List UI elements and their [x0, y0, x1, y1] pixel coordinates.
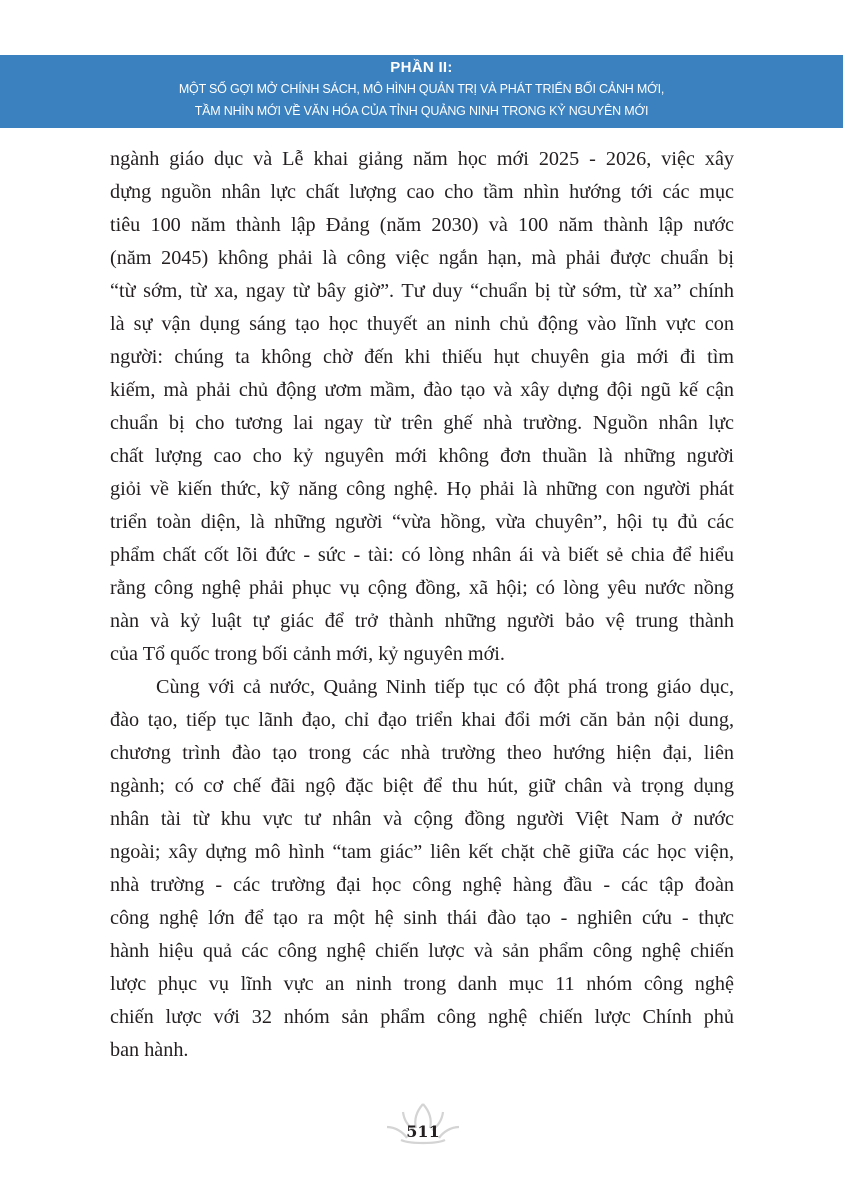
text-line: lược phục vụ lĩnh vực an ninh trong danh mục 11 nhóm công nghệ — [110, 973, 734, 995]
text-line: ban hành. — [110, 1039, 189, 1061]
text-line: chất lượng cao cho kỷ nguyên mới không đơn thuần là những người — [110, 445, 734, 467]
text-line: dựng nguồn nhân lực chất lượng cao cho tầm nhìn hướng tới các mục — [110, 181, 734, 203]
text-line: nhân tài từ khu vực tư nhân và cộng đồng người Việt Nam ở nước — [110, 808, 734, 830]
text-line: kiếm, mà phải chủ động ươm mầm, đào tạo và xây dựng đội ngũ kế cận — [110, 379, 734, 401]
text-line: công nghệ lớn để tạo ra một hệ sinh thái đào tạo - nghiên cứu - thực — [110, 907, 734, 929]
text-line: “từ sớm, từ xa, ngay từ bây giờ”. Tư duy “chuẩn bị từ sớm, từ xa” chính — [110, 280, 734, 302]
text-line: chiến lược với 32 nhóm sản phẩm công nghệ chiến lược Chính phủ — [110, 1006, 734, 1028]
text-line: tiêu 100 năm thành lập Đảng (năm 2030) và 100 năm thành lập nước — [110, 214, 734, 236]
text-line: người: chúng ta không chờ đến khi thiếu hụt chuyên gia mới đi tìm — [110, 346, 734, 368]
text-line: đào tạo, tiếp tục lãnh đạo, chỉ đạo triển khai đổi mới căn bản nội dung, — [110, 709, 734, 731]
text-line: ngành giáo dục và Lễ khai giảng năm học mới 2025 - 2026, việc xây — [110, 148, 734, 170]
paragraph-start-line: Cùng với cả nước, Quảng Ninh tiếp tục có đột phá trong giáo dục, — [156, 676, 734, 698]
text-line: nhà trường - các trường đại học công nghệ hàng đầu - các tập đoàn — [110, 874, 734, 896]
page-footer — [383, 1100, 463, 1150]
text-line: hành hiệu quả các công nghệ chiến lược và sản phẩm công nghệ chiến — [110, 940, 734, 962]
text-line: triển toàn diện, là những người “vừa hồng, vừa chuyên”, hội tụ đủ các — [110, 511, 734, 533]
text-line: là sự vận dụng sáng tạo học thuyết an ninh chủ động vào lĩnh vực con — [110, 313, 734, 335]
text-line: nàn và kỷ luật tự giác để trở thành những người bảo vệ trung thành — [110, 610, 734, 632]
part-title: PHẦN II: — [390, 59, 453, 76]
section-subtitle-line-2: TẦM NHÌN MỚI VỀ VĂN HÓA CỦA TỈNH QUẢNG NINH TRONG KỶ NGUYÊN MỚI — [194, 104, 649, 118]
text-line: ngành; có cơ chế đãi ngộ đặc biệt để thu hút, giữ chân và trọng dụng — [110, 775, 734, 797]
text-line: giỏi về kiến thức, kỹ năng công nghệ. Họ phải là những con người phát — [110, 478, 734, 500]
body-text — [110, 143, 734, 1067]
page-number: 511 — [406, 1122, 440, 1141]
text-line: rằng công nghệ phải phục vụ cộng đồng, xã hội; có lòng yêu nước nồng — [110, 577, 734, 599]
section-subtitle-line-1: MỘT SỐ GỢI MỞ CHÍNH SÁCH, MÔ HÌNH QUẢN TRỊ VÀ PHÁT TRIỂN BỐI CẢNH MỚI, — [178, 82, 665, 96]
section-header-band — [0, 55, 843, 128]
text-line: chương trình đào tạo trong các nhà trường theo hướng hiện đại, liên — [110, 742, 734, 764]
text-line: chuẩn bị cho tương lai ngay từ trên ghế nhà trường. Nguồn nhân lực — [110, 412, 734, 434]
text-line: (năm 2045) không phải là công việc ngắn hạn, mà phải được chuẩn bị — [110, 247, 734, 269]
text-line: của Tổ quốc trong bối cảnh mới, kỷ nguyên mới. — [110, 643, 505, 665]
text-line: phẩm chất cốt lõi đức - sức - tài: có lòng nhân ái và biết sẻ chia để hiểu — [110, 544, 734, 566]
text-line: ngoài; xây dựng mô hình “tam giác” liên kết chặt chẽ giữa các học viện, — [110, 841, 734, 863]
